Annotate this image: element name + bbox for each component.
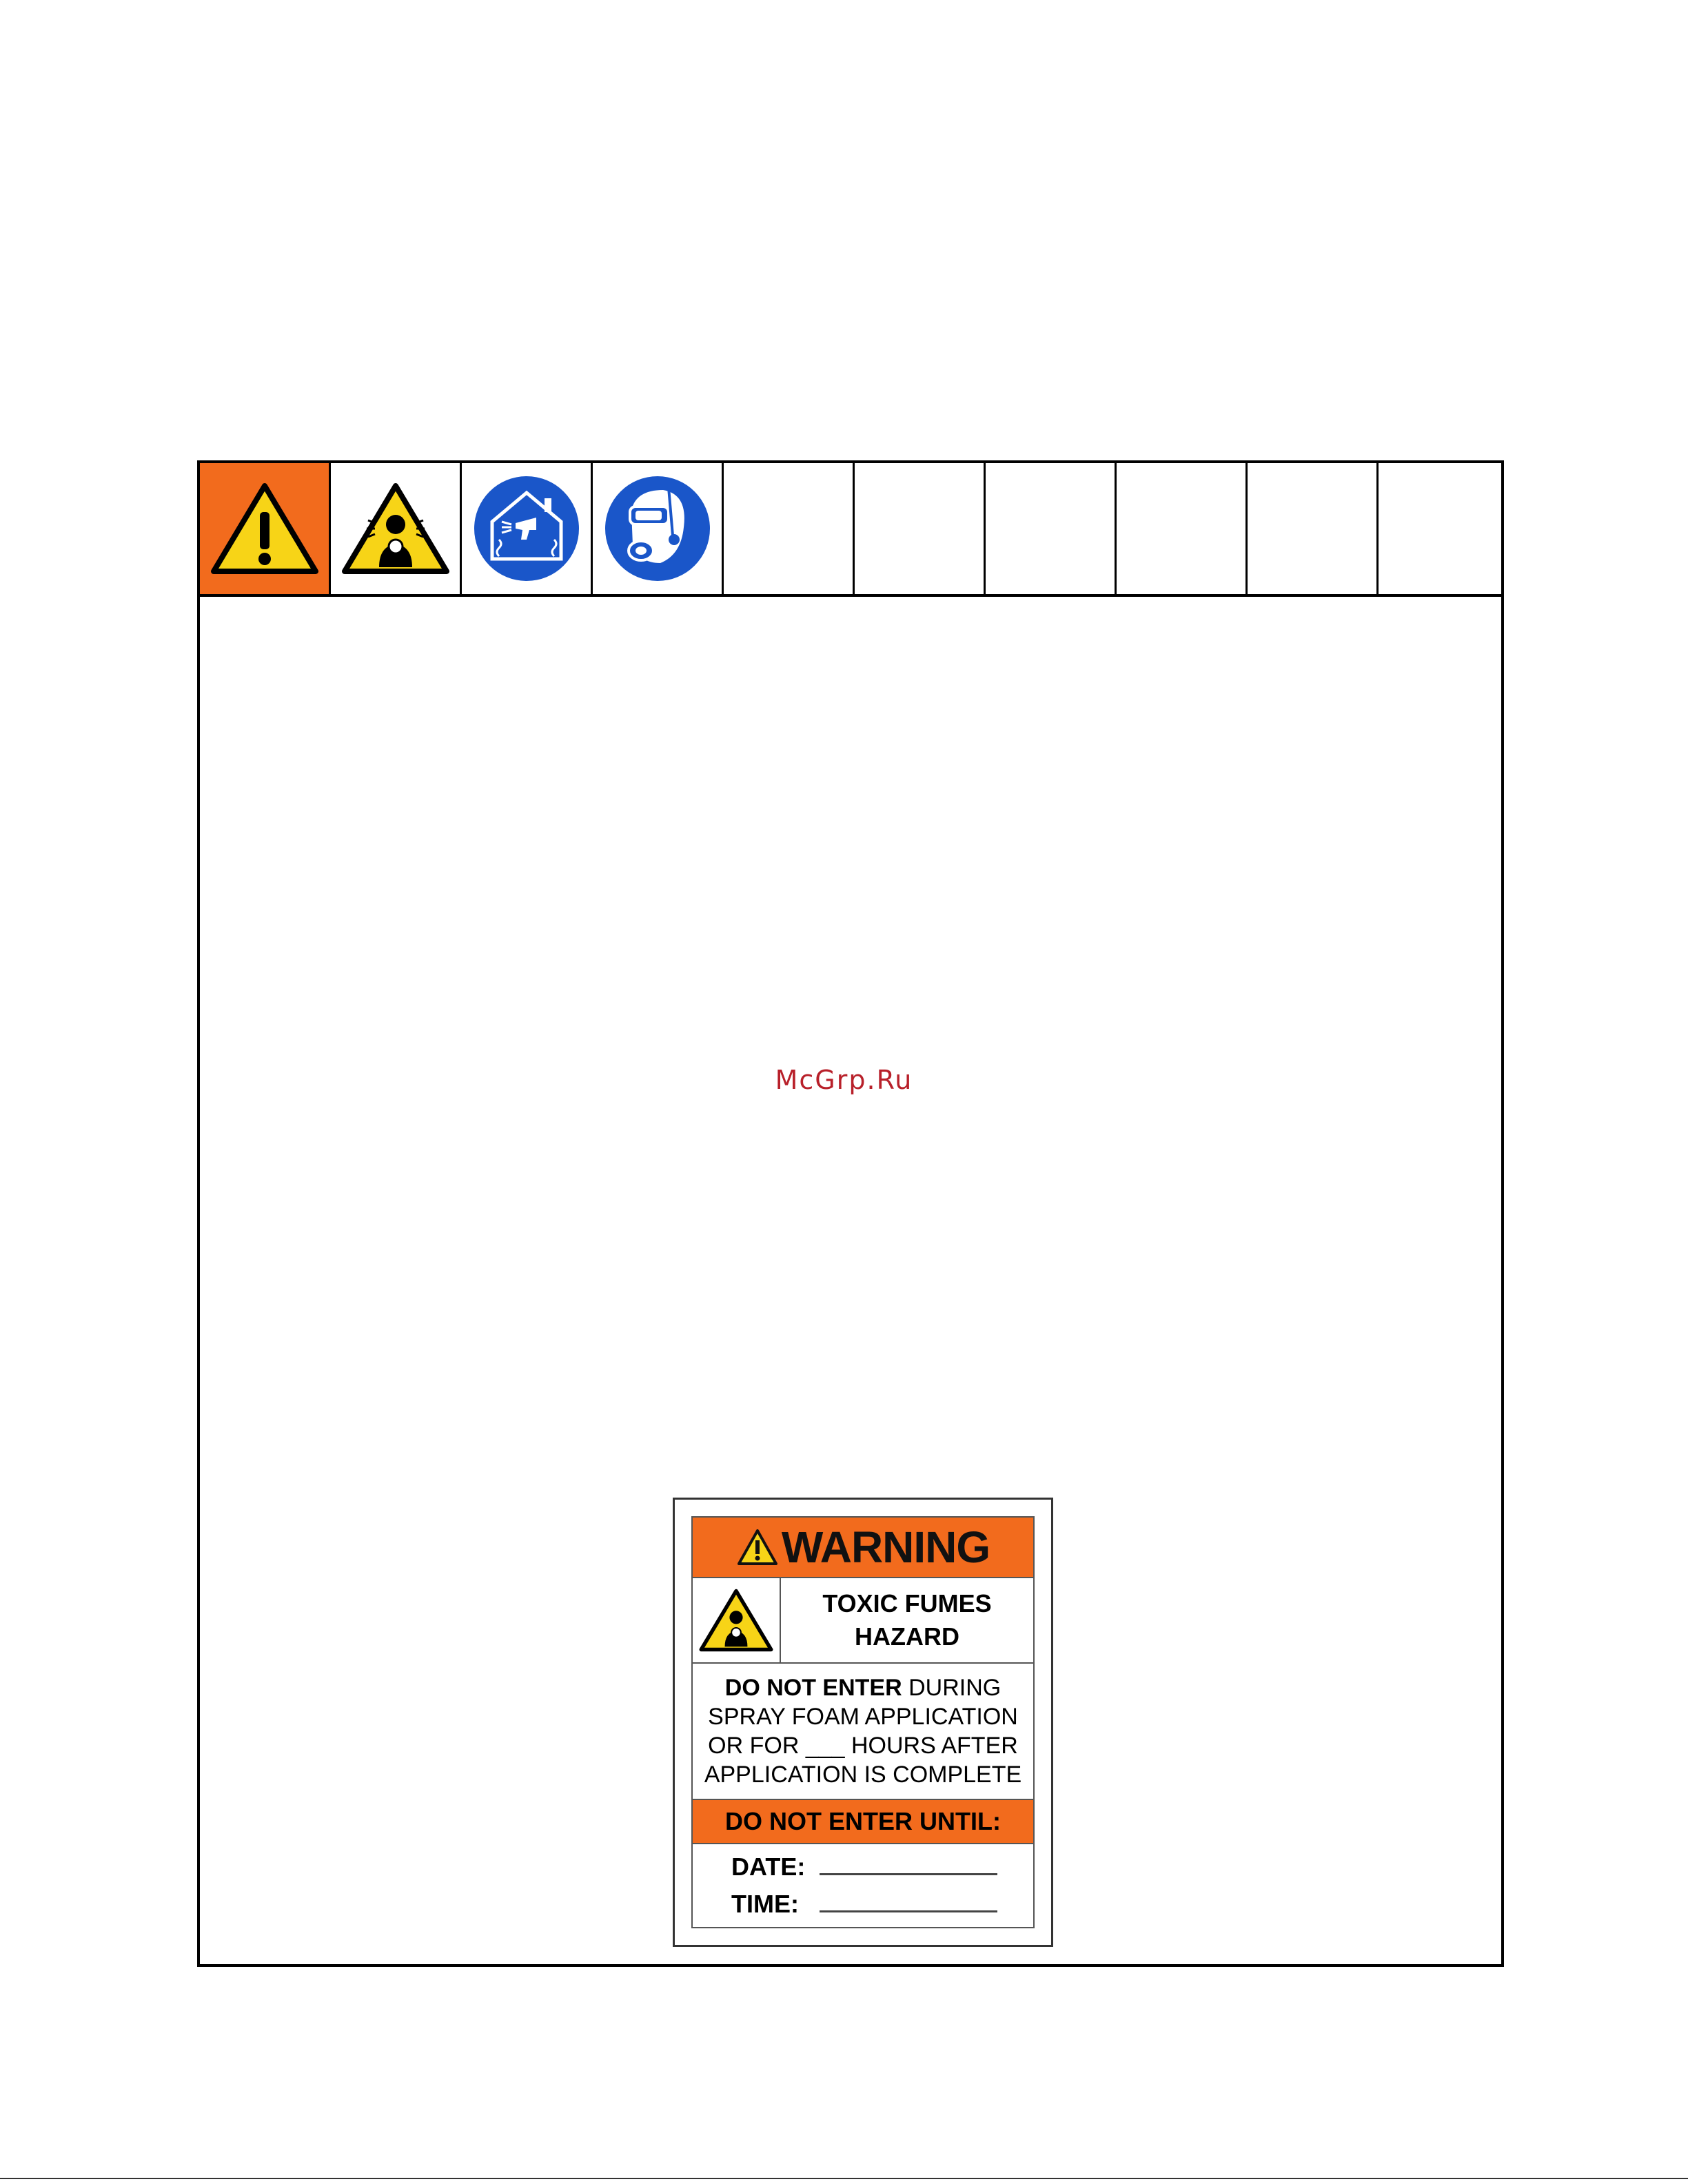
icon-cell-empty-5 [1248,463,1379,594]
respirator-icon [602,473,713,584]
sign-body [693,1664,1033,1800]
hazard-icon-row [200,463,1501,597]
icon-cell-respirator [593,463,724,594]
sign-header [693,1518,1033,1578]
icon-cell-empty-4 [1117,463,1248,594]
sign-fields [693,1844,1033,1927]
sign-body-line-4: APPLICATION IS COMPLETE [704,1762,1022,1788]
sign-body-bold: DO NOT ENTER [724,1675,902,1701]
warning-triangle-icon [736,1528,779,1566]
watermark: McGrp.Ru [775,1065,913,1095]
date-label: DATE: [731,1853,806,1881]
icon-cell-general-warning [200,463,331,594]
warning-sign [673,1498,1053,1947]
toxic-fumes-icon [698,1587,774,1653]
sign-hazard-icon-cell [693,1578,781,1662]
sign-body-line-3: OR FOR ___ HOURS AFTER [708,1733,1018,1759]
sign-body-line-1 [725,1673,1001,1702]
sign-body-line-1-rest: DURING [902,1675,1001,1701]
time-blank [820,1890,997,1912]
sign-until-banner: DO NOT ENTER UNTIL: [693,1800,1033,1844]
sign-hazard-line-1: TOXIC FUMES [822,1589,992,1617]
warning-sign-inner [691,1516,1035,1928]
general-warning-icon [210,480,320,577]
sign-hazard-row [693,1578,1033,1664]
date-field [731,1848,1033,1886]
icon-cell-empty-2 [855,463,986,594]
icon-cell-empty-3 [986,463,1117,594]
sign-body-line-2: SPRAY FOAM APPLICATION [708,1704,1018,1730]
date-blank [820,1853,997,1875]
icon-cell-ventilate [462,463,593,594]
icon-cell-toxic-fumes [331,463,462,594]
page-bottom-rule [0,2178,1688,2179]
icon-cell-empty-1 [724,463,855,594]
time-label: TIME: [731,1890,799,1918]
time-field [731,1886,1033,1923]
toxic-fumes-icon [340,480,451,577]
sign-hazard-text [781,1578,1033,1662]
sign-hazard-line-2: HAZARD [855,1622,959,1651]
ventilate-area-icon [471,473,582,584]
sign-header-title: WARNING [781,1522,990,1572]
icon-cell-empty-6 [1379,463,1501,594]
